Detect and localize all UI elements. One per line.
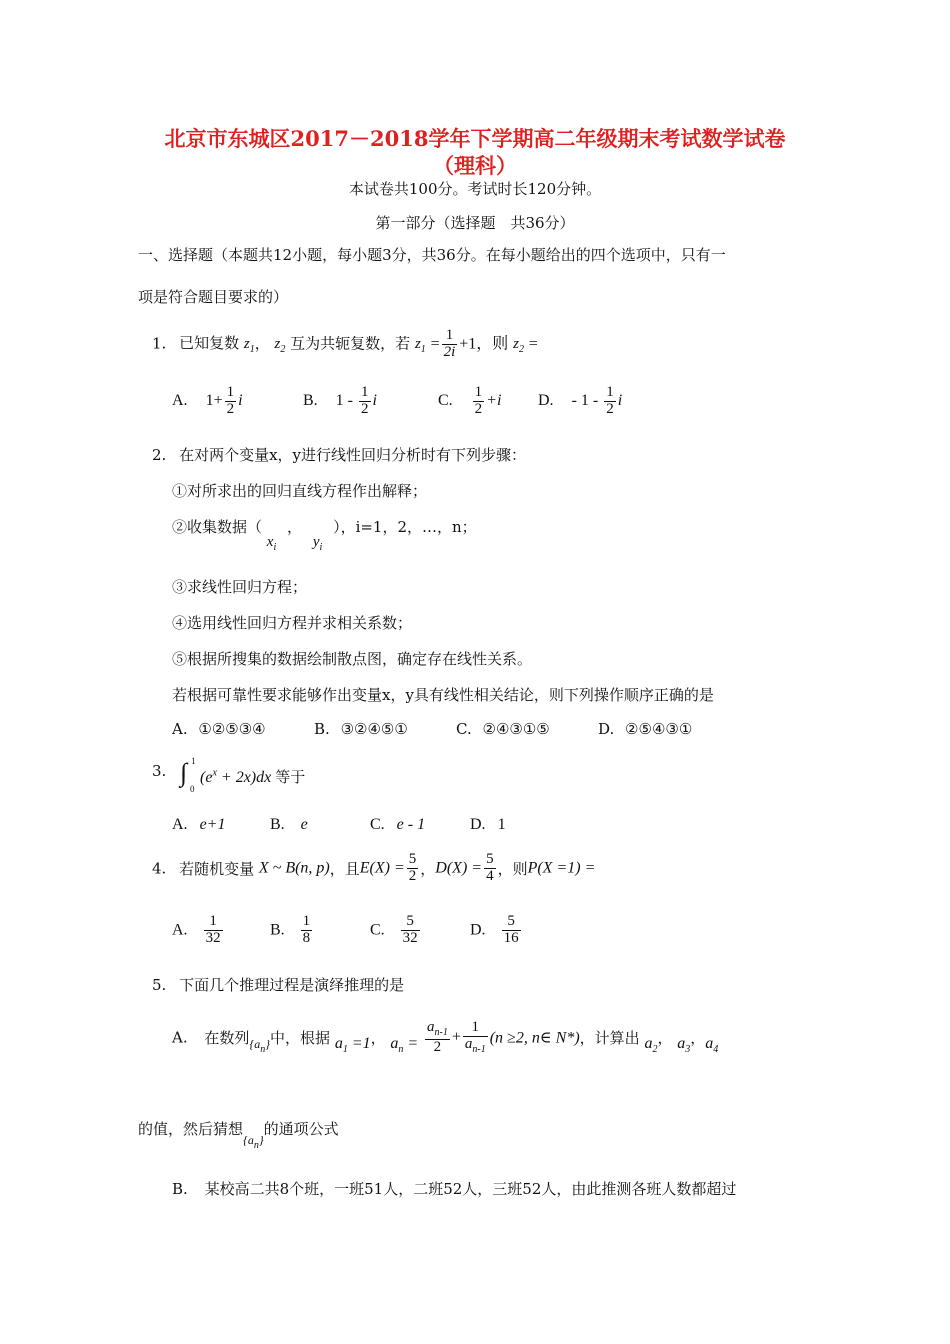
q4-separator: ， xyxy=(420,859,436,878)
section-intro-line2: 项是符合题目要求的） xyxy=(138,288,289,306)
q1-option-d[interactable] xyxy=(538,385,622,418)
option-label: A. xyxy=(172,921,188,939)
q1-z1-eq: $z_1$ xyxy=(414,336,426,356)
q1-text: 已知复数 xyxy=(179,334,240,353)
q5-a-cont2: 的通项公式 xyxy=(263,1120,339,1138)
q2-step2-pre: ②收集数据（ xyxy=(172,518,263,536)
option-pre: - 1 - xyxy=(571,391,603,409)
q5-an: $a_n$ = xyxy=(390,1034,419,1055)
q5-comma: ， xyxy=(370,1029,386,1048)
question-5 xyxy=(152,974,404,995)
option-post: i xyxy=(617,391,623,409)
q4-number: 4. xyxy=(152,859,167,878)
q2-step4: ④选用线性回归方程并求相关系数； xyxy=(172,614,413,632)
option-label: B. xyxy=(314,720,330,738)
q1-option-b[interactable] xyxy=(303,385,377,418)
q1-comma: ， xyxy=(254,334,270,353)
q5-a1: $a_1 =1$ xyxy=(334,1034,371,1055)
option-label: C. xyxy=(438,391,453,409)
question-1 xyxy=(152,328,538,361)
option-fraction: $\frac{1}{8}$ xyxy=(302,913,311,946)
q3-number: 3. xyxy=(152,762,167,780)
q5-stem: 下面几个推理过程是演绎推理的是 xyxy=(179,976,405,994)
q4-text-b: ，且 xyxy=(329,859,360,878)
q1-text-b: 互为共轭复数，若 xyxy=(290,334,411,353)
option-text: 1 xyxy=(497,816,506,833)
integral-sign-icon: ∫ 1 0 xyxy=(180,756,196,794)
q5-fraction-2: $\frac{1}{a_{n-1}}$ xyxy=(464,1019,486,1055)
option-fraction: $\frac{5}{32}$ xyxy=(402,913,418,946)
option-label: A. xyxy=(172,1028,188,1047)
q2-step3: ③求线性回归方程； xyxy=(172,578,308,596)
q1-z1: $z_1$ xyxy=(243,336,255,356)
q3-option-a[interactable] xyxy=(172,816,225,834)
q4-option-c[interactable] xyxy=(370,914,422,947)
q2-step1: ①对所求出的回归直线方程作出解释； xyxy=(172,482,428,500)
option-fraction: $\frac{1}{2}$ xyxy=(606,384,614,417)
q4-option-a[interactable] xyxy=(172,914,225,947)
q2-stem: 在对两个变量x，y进行线性回归分析时有下列步骤： xyxy=(179,446,527,464)
option-label: D. xyxy=(470,816,486,833)
q4-text-a: 若随机变量 xyxy=(179,859,255,878)
q4-variance: D(X) = xyxy=(435,859,483,877)
option-text: ②⑤④③① xyxy=(625,720,693,738)
q4-option-b[interactable] xyxy=(270,914,314,947)
q5-option-b[interactable] xyxy=(172,1178,736,1199)
option-fraction: $\frac{1}{2}$ xyxy=(474,384,483,417)
option-label: B. xyxy=(303,391,318,409)
q5-seq: {an} xyxy=(249,1036,271,1055)
option-text: 某校高二共8个班，一班51人，二班52人，三班52人，由此推测各班人数都超过 xyxy=(204,1180,737,1198)
q2-option-d[interactable] xyxy=(598,720,692,738)
option-pre: 1+ xyxy=(205,391,223,409)
q3-expression: $(e^x + 2x)dx$ xyxy=(200,767,272,786)
q5-number: 5. xyxy=(152,976,167,994)
q5-a4: $a_4$ xyxy=(705,1034,719,1055)
q1-z2: $z_2$ xyxy=(274,336,286,356)
q5-plus: + xyxy=(451,1028,461,1046)
q5-a2: $a_2$ xyxy=(644,1034,658,1055)
part-heading: 第一部分（选择题 共36分） xyxy=(375,214,575,232)
q1-option-a[interactable] xyxy=(172,385,243,418)
q4-probability: P(X =1) = xyxy=(527,859,596,877)
section-intro-line1: 一、选择题（本题共12小题，每小题3分，共36分。在每小题给出的四个选项中，只有一 xyxy=(138,246,726,264)
option-label: A. xyxy=(172,816,188,833)
option-fraction: $\frac{1}{2}$ xyxy=(226,384,235,417)
exam-info: 本试卷共100分。考试时长120分钟。 xyxy=(348,180,602,198)
question-4 xyxy=(152,852,595,885)
q3-tail: 等于 xyxy=(275,768,306,786)
q1-end: = xyxy=(528,335,538,353)
q3-integral xyxy=(180,758,305,797)
q2-step2: ②收集数据（ $x_i$ ， $y_i$ ），i=1，2，…，n； xyxy=(172,518,477,553)
option-fraction: $\frac{1}{32}$ xyxy=(205,913,221,946)
option-label: B. xyxy=(172,1180,188,1198)
option-text: e xyxy=(300,816,308,833)
q5-a3: $a_3$ xyxy=(677,1034,691,1055)
option-text: e - 1 xyxy=(396,816,426,833)
q5-a-text2: 中，根据 xyxy=(270,1029,331,1048)
option-fraction: $\frac{5}{16}$ xyxy=(503,913,519,946)
q2-step2-post: ），i=1，2，…，n； xyxy=(333,518,477,536)
page-title: 北京市东城区2017－2018学年下学期高二年级期末考试数学试卷 xyxy=(164,126,786,151)
q2-option-b[interactable] xyxy=(314,720,408,738)
q2-question: 若根据可靠性要求能够作出变量x，y具有线性相关结论，则下列操作顺序正确的是 xyxy=(172,686,714,704)
q5-seq-2: $\{a_n\}$ xyxy=(243,1133,264,1151)
option-post: i xyxy=(372,391,377,409)
q1-fraction: $\frac{1}{2i}$ xyxy=(443,327,456,360)
option-text: ②④③①⑤ xyxy=(482,720,550,738)
option-label: B. xyxy=(270,921,285,939)
option-post: +i xyxy=(486,391,502,409)
option-label: D. xyxy=(538,391,554,409)
q4-ex-fraction: $\frac{5}{2}$ xyxy=(408,851,417,884)
question-3 xyxy=(152,762,166,780)
q1-number: 1. xyxy=(152,334,167,353)
q2-xi: $x_i$ xyxy=(266,534,277,553)
q4-dx-fraction: $\frac{5}{4}$ xyxy=(486,851,494,884)
option-post: i xyxy=(238,391,243,409)
option-pre: 1 - xyxy=(335,391,357,409)
q5-a-cont1: 的值，然后猜想 xyxy=(138,1120,244,1138)
q1-eq-tail: +1，则 xyxy=(459,335,509,353)
q5-option-a[interactable]: A. 在数列$_{\{a_n\}}$中，根据 $a_1 =1$， $a_n$ = $\frac{a_{n-1}}{2}$ + $\frac{1}{a_{n-1}}$ (n ≥2, n∈ N*)，计算出 $a_2$， $a_3$，$a_4$ xyxy=(172,1019,719,1055)
option-text: ③②④⑤① xyxy=(340,720,408,738)
q1-equals: = xyxy=(430,335,440,353)
option-label: D. xyxy=(598,720,615,738)
option-label: C. xyxy=(370,921,385,939)
q2-step5: ⑤根据所搜集的数据绘制散点图，确定存在线性关系。 xyxy=(172,650,533,668)
q4-expectation: E(X) = xyxy=(359,859,405,877)
question-2 xyxy=(152,444,526,465)
q3-option-d[interactable] xyxy=(470,816,506,834)
q4-text-c: ，则 xyxy=(497,859,528,878)
q4-option-d[interactable] xyxy=(470,914,523,947)
option-label: C. xyxy=(370,816,385,833)
option-label: B. xyxy=(270,816,285,833)
page-subtitle: （理科） xyxy=(433,153,517,178)
option-text: e+1 xyxy=(199,816,226,833)
option-fraction: $\frac{1}{2}$ xyxy=(361,384,369,417)
q2-option-a[interactable] xyxy=(172,720,266,738)
q3-option-c[interactable] xyxy=(370,816,425,834)
q1-option-c[interactable] xyxy=(438,385,501,418)
q5-a-text3: ，计算出 xyxy=(579,1029,640,1048)
option-label: A. xyxy=(172,391,188,409)
q5-a-text1: 在数列 xyxy=(204,1029,250,1048)
q2-yi: $y_i$ xyxy=(312,534,323,553)
option-text: ①②⑤③④ xyxy=(198,720,266,738)
q2-number: 2. xyxy=(152,446,167,464)
q3-option-b[interactable] xyxy=(270,816,308,834)
q5-fraction-1: $\frac{a_{n-1}}{2}$ xyxy=(427,1019,448,1055)
q2-option-c[interactable] xyxy=(456,720,550,738)
q5-condition: (n ≥2, n∈ N*) xyxy=(489,1029,580,1047)
q4-distribution: X ~ B(n, p) xyxy=(258,859,330,877)
option-label: C. xyxy=(456,720,472,738)
option-label: D. xyxy=(470,921,486,939)
option-label: A. xyxy=(172,720,188,738)
q5-option-a-continued xyxy=(138,1118,339,1151)
q1-z2-end: $z_2$ xyxy=(513,336,524,356)
